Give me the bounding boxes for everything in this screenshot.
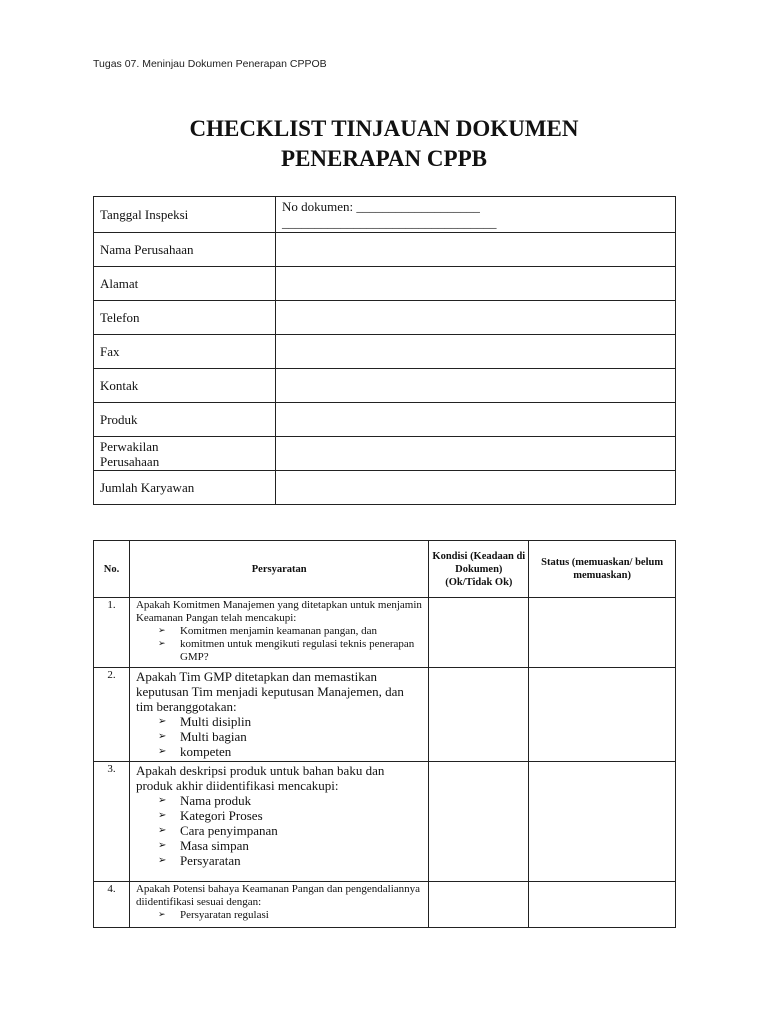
info-label: Jumlah Karyawan [94,471,276,505]
kondisi-cell[interactable] [429,762,529,882]
arrow-bullet-icon: ➢ [157,840,167,851]
fax-field[interactable] [276,335,676,369]
bullet-item [136,823,422,838]
header-note: Tugas 07. Meninjau Dokumen Penerapan CPPOB [93,58,327,70]
arrow-bullet-icon: ➢ [157,910,166,920]
bullet-item [136,909,422,922]
bullet-text: Persyaratan regulasi [179,909,269,921]
arrow-bullet-icon: ➢ [157,746,167,757]
kondisi-cell[interactable] [429,882,529,928]
arrow-bullet-icon: ➢ [157,639,166,649]
item-question [129,598,428,668]
info-label: Kontak [94,369,276,403]
item-number: 4. [94,882,130,928]
kontak-field[interactable] [276,369,676,403]
alamat-field[interactable] [276,267,676,301]
bullet-text: Multi bagian [179,729,247,744]
question-text: Apakah Komitmen Manajemen yang ditetapkan untuk menjamin Keamanan Pangan telah mencakupi: [135,599,422,624]
item-number: 1. [94,598,130,668]
title-line-2: PENERAPAN CPPB [281,146,487,171]
arrow-bullet-icon: ➢ [157,731,167,742]
telefon-field[interactable] [276,301,676,335]
checklist-header-row [94,541,676,598]
info-table [93,196,676,505]
header-no: No. [94,541,130,598]
checklist-table [93,540,676,928]
item-question [129,668,428,762]
bullet-item [136,853,422,868]
perwakilan-field[interactable] [276,437,676,471]
info-row [94,471,676,505]
info-label: Alamat [94,267,276,301]
bullet-item [136,729,422,744]
bullet-text: Multi disiplin [179,714,252,729]
bullet-text: Nama produk [179,793,252,808]
info-row [94,267,676,301]
info-row [94,197,676,233]
document-title [0,114,768,174]
bullet-item [136,793,422,808]
bullet-text: Kategori Proses [179,808,263,823]
info-label: Tanggal Inspeksi [94,197,276,233]
arrow-bullet-icon: ➢ [157,716,167,727]
bullet-item [136,625,422,638]
item-question [129,882,428,928]
bullet-text: komitmen untuk mengikuti regulasi teknis penerapan GMP? [179,638,415,663]
question-text: Apakah deskripsi produk untuk bahan baku dan produk akhir diidentifikasi mencakupi: [135,763,385,793]
header-persyaratan: Persyaratan [129,541,428,598]
info-row [94,403,676,437]
arrow-bullet-icon: ➢ [157,810,167,821]
header-kondisi: Kondisi (Keadaan di Dokumen) (Ok/Tidak Ok) [429,541,529,598]
bullet-text: kompeten [179,744,232,759]
info-label [94,437,276,471]
kondisi-cell[interactable] [429,668,529,762]
info-label: Nama Perusahaan [94,233,276,267]
kondisi-cell[interactable] [429,598,529,668]
no-dokumen-field[interactable] [276,197,676,233]
info-row [94,369,676,403]
checklist-row [94,598,676,668]
perwakilan-label-line-1: Perwakilan [100,438,159,454]
question-text: Apakah Potensi bahaya Keamanan Pangan dan pengendaliannya diidentifikasi sesuai dengan: [135,883,421,908]
info-label: Fax [94,335,276,369]
bullet-text: Persyaratan [179,853,241,868]
checklist-row [94,762,676,882]
perwakilan-label-line-2: Perusahaan [100,453,160,469]
header-status: Status (memuaskan/ belum memuaskan) [529,541,676,598]
no-dokumen-line: _________________________________ [282,215,497,230]
produk-field[interactable] [276,403,676,437]
bullet-item [136,808,422,823]
bullet-item [136,838,422,853]
item-number: 3. [94,762,130,882]
arrow-bullet-icon: ➢ [157,626,166,636]
bullet-item [136,714,422,729]
checklist-row [94,668,676,762]
status-cell[interactable] [529,668,676,762]
info-row [94,437,676,471]
bullet-text: Masa simpan [179,838,249,853]
bullet-item [136,638,422,664]
status-cell[interactable] [529,882,676,928]
question-text: Apakah Tim GMP ditetapkan dan memastikan keputusan Tim menjadi keputusan Manajemen, dan tim beranggotakan: [135,669,404,714]
bullet-text: Cara penyimpanan [179,823,278,838]
item-number: 2. [94,668,130,762]
info-row [94,301,676,335]
info-label: Telefon [94,301,276,335]
jumlah-karyawan-field[interactable] [276,471,676,505]
info-row [94,335,676,369]
status-cell[interactable] [529,762,676,882]
arrow-bullet-icon: ➢ [157,795,167,806]
checklist-row [94,882,676,928]
bullet-item [136,744,422,759]
nama-perusahaan-field[interactable] [276,233,676,267]
info-label: Produk [94,403,276,437]
arrow-bullet-icon: ➢ [157,855,167,866]
info-row [94,233,676,267]
item-question [129,762,428,882]
title-line-1: CHECKLIST TINJAUAN DOKUMEN [189,116,579,141]
no-dokumen-label: No dokumen: ___________________ [282,199,480,214]
status-cell[interactable] [529,598,676,668]
arrow-bullet-icon: ➢ [157,825,167,836]
bullet-text: Komitmen menjamin keamanan pangan, dan [179,625,377,637]
